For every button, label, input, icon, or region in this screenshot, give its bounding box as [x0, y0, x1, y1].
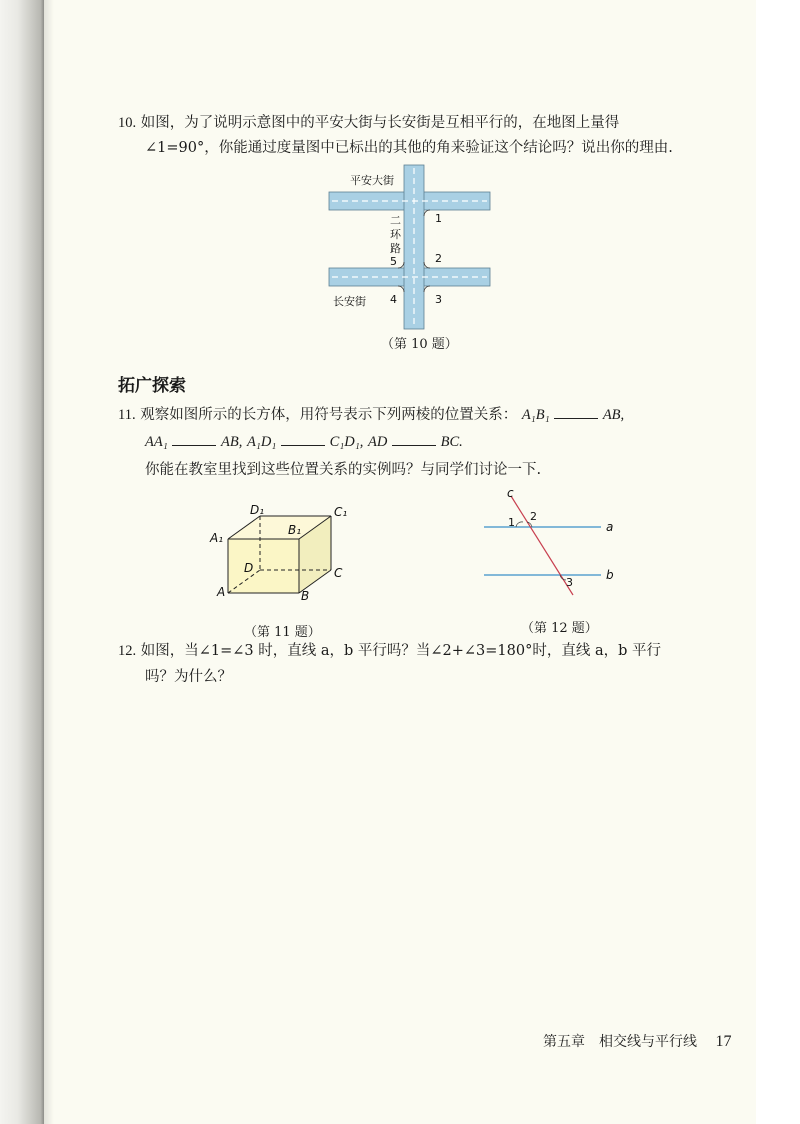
angle-1-arc [424, 210, 430, 216]
question-12-line-2: 吗？为什么？ [145, 669, 232, 685]
angle-2-arc [424, 262, 430, 268]
angle-label-3: 3 [435, 293, 442, 306]
q11-blank-1 [554, 404, 598, 419]
parallel-lines-figure [484, 486, 614, 595]
label-b: b [606, 568, 614, 582]
cuboid-label-a1: A₁ [210, 531, 224, 545]
question-12-text-1: 如图，当∠1=∠3 时，直线 a，b 平行吗？当∠2+∠3=180°时，直线 a，b 平行 [140, 643, 662, 659]
angle-label-1: 1 [435, 212, 442, 225]
q11-expr-ab: AB, [602, 407, 625, 423]
q11-expr-a1d1: A₁D₁ [246, 434, 277, 450]
question-11-line-3: 你能在教室里找到这些位置关系的实例吗？与同学们讨论一下. [145, 462, 542, 478]
question-11-line-1 [118, 404, 624, 425]
label-a: a [606, 520, 614, 534]
label-c: c [507, 486, 514, 500]
figure-11-caption: （第 11 题） [244, 625, 321, 640]
street-label-ring-3: 路 [390, 242, 401, 255]
angle-1-arc-fig12 [516, 522, 523, 527]
angle-label-4: 4 [390, 293, 397, 306]
question-11-text-1: 观察如图所示的长方体，用符号表示下列两棱的位置关系： [140, 407, 518, 423]
q11-expr-aa1: AA₁ [145, 434, 168, 450]
figure-12-caption: （第 12 题） [521, 621, 598, 636]
street-label-chang-an: 长安街 [333, 295, 366, 308]
cuboid-front-face [228, 539, 299, 593]
angle-4-arc [398, 286, 404, 292]
q11-expr-a1b1: A₁B₁ [521, 407, 550, 423]
label-angle-3: 3 [566, 576, 573, 589]
cuboid-label-a: A [217, 585, 226, 599]
question-10-text-1: 如图，为了说明示意图中的平安大街与长安街是互相平行的，在地图上量得 [140, 115, 620, 131]
angle-5-arc [398, 262, 404, 268]
q11-blank-2 [172, 431, 216, 446]
figure-10-caption: （第 10 题） [381, 337, 458, 352]
q11-expr-ad: AD [368, 434, 388, 450]
q11-blank-4 [392, 431, 436, 446]
question-11-line-2 [145, 431, 463, 452]
question-11-number: 11. [118, 407, 136, 423]
transversal-c [511, 496, 573, 595]
q11-blank-3 [281, 431, 325, 446]
cuboid-label-c1: C₁ [334, 505, 348, 519]
street-map [329, 165, 490, 329]
angle-label-5: 5 [390, 255, 397, 268]
street-label-ring-1: 二 [390, 214, 401, 227]
question-12-line-1 [118, 641, 661, 661]
label-angle-2: 2 [530, 510, 537, 523]
question-12-number: 12. [118, 643, 137, 659]
cuboid-figure [228, 516, 331, 593]
street-label-ping-an: 平安大街 [350, 174, 394, 187]
angle-3-arc [424, 286, 430, 292]
q11-expr-ab-2: AB, [220, 434, 243, 450]
page-number: 17 [715, 1033, 732, 1050]
angle-label-2: 2 [435, 252, 442, 265]
q11-expr-bc: BC. [440, 434, 463, 450]
chapter-title: 第五章 相交线与平行线 [543, 1034, 697, 1050]
q11-expr-c1d1: C₁D₁, [329, 434, 364, 450]
cuboid-label-b: B [301, 589, 310, 603]
question-10-line-2: ∠1=90°，你能通过度量图中已标出的其他的角来验证这个结论吗？说出你的理由. [145, 140, 673, 156]
page-footer [543, 1031, 731, 1051]
section-heading: 拓广探索 [118, 376, 186, 396]
cuboid-label-c: C [334, 566, 343, 580]
street-label-ring-2: 环 [390, 228, 401, 241]
cuboid-label-d1: D₁ [250, 503, 265, 517]
question-10-number: 10. [118, 115, 137, 131]
cuboid-label-d: D [244, 561, 254, 575]
cuboid-label-b1: B₁ [288, 523, 302, 537]
label-angle-1: 1 [508, 516, 515, 529]
